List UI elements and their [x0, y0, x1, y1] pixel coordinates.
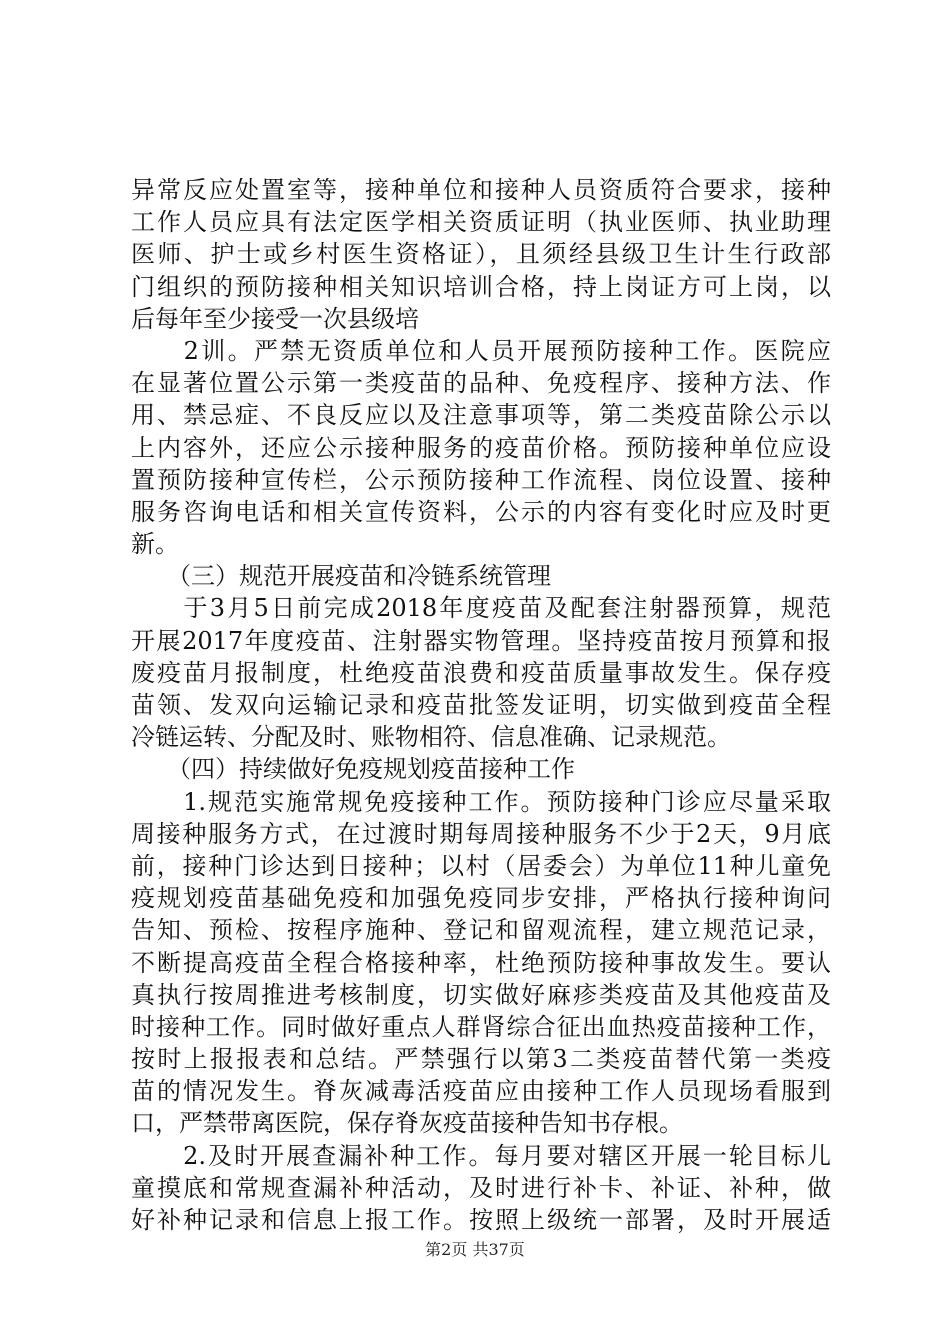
- text-line: 异常反应处置室等，接种单位和接种人员资质符合要求，接种: [131, 176, 831, 204]
- text-line: 时接种工作。同时做好重点人群肾综合征出血热疫苗接种工作，: [131, 1012, 831, 1041]
- text-line: （四）持续做好免疫规划疫苗接种工作: [131, 755, 575, 784]
- page-number-label: 第2页 共37页: [425, 1240, 525, 1259]
- text-line: 废疫苗月报制度，杜绝疫苗浪费和疫苗质量事故发生。保存疫: [131, 658, 831, 687]
- text-line: 苗领、发双向运输记录和疫苗批签发证明，切实做到疫苗全程: [131, 691, 831, 719]
- text-line: 服务咨询电话和相关宣传资料，公示的内容有变化时应及时更: [131, 497, 831, 526]
- text-line: 口，严禁带离医院，保存脊灰疫苗接种告知书存根。: [131, 1109, 683, 1138]
- text-line: 门组织的预防接种相关知识培训合格，持上岗证方可上岗，以: [131, 272, 831, 301]
- text-line: 好补种记录和信息上报工作。按照上级统一部署，及时开展适: [131, 1206, 831, 1234]
- text-line: 前，接种门诊达到日接种；以村（居委会）为单位11种儿童免: [131, 851, 831, 880]
- text-line: 童摸底和常规查漏补种活动，及时进行补卡、补证、补种，做: [131, 1173, 831, 1202]
- text-line: 不断提高疫苗全程合格接种率，杜绝预防接种事故发生。要认: [131, 948, 831, 977]
- text-line: 置预防接种宣传栏，公示预防接种工作流程、岗位设置、接种: [131, 465, 831, 494]
- text-line: （三）规范开展疫苗和冷链系统管理: [131, 562, 551, 591]
- text-line: 医师、护士或乡村医生资格证），且须经县级卫生计生行政部: [131, 240, 831, 269]
- text-line: 后每年至少接受一次县级培: [131, 304, 419, 333]
- text-line: 工作人员应具有法定医学相关资质证明（执业医师、执业助理: [131, 208, 831, 237]
- text-line: 开展2017年度疫苗、注射器实物管理。坚持疫苗按月预算和报: [131, 626, 831, 655]
- text-line: 在显著位置公示第一类疫苗的品种、免疫程序、接种方法、作: [131, 369, 831, 398]
- document-body: [131, 174, 831, 1236]
- text-line: 真执行按周推进考核制度，切实做好麻疹类疫苗及其他疫苗及: [131, 980, 831, 1009]
- text-line: 于3月5日前完成2018年度疫苗及配套注射器预算，规范: [131, 594, 831, 623]
- text-line: 上内容外，还应公示接种服务的疫苗价格。预防接种单位应设: [131, 433, 831, 462]
- text-line: 用、禁忌症、不良反应以及注意事项等，第二类疫苗除公示以: [131, 401, 831, 430]
- text-line: 苗的情况发生。脊灰减毒活疫苗应由接种工作人员现场看服到: [131, 1077, 831, 1106]
- text-line: 2训。严禁无资质单位和人员开展预防接种工作。医院应: [131, 336, 831, 365]
- text-line: 1.规范实施常规免疫接种工作。预防接种门诊应尽量采取: [131, 787, 831, 816]
- page-footer: [0, 1240, 950, 1260]
- text-line: 周接种服务方式，在过渡时期每周接种服务不少于2天，9月底: [131, 819, 831, 848]
- text-line: 疫规划疫苗基础免疫和加强免疫同步安排，严格执行接种询问: [131, 884, 831, 913]
- text-line: 冷链运转、分配及时、账物相符、信息准确、记录规范。: [131, 723, 731, 752]
- text-line: 按时上报报表和总结。严禁强行以第3二类疫苗替代第一类疫: [131, 1045, 831, 1074]
- text-line: 2.及时开展查漏补种工作。每月要对辖区开展一轮目标儿: [131, 1141, 831, 1170]
- text-line: 告知、预检、按程序施种、登记和留观流程，建立规范记录，: [131, 916, 831, 945]
- text-line: 新。: [131, 530, 179, 559]
